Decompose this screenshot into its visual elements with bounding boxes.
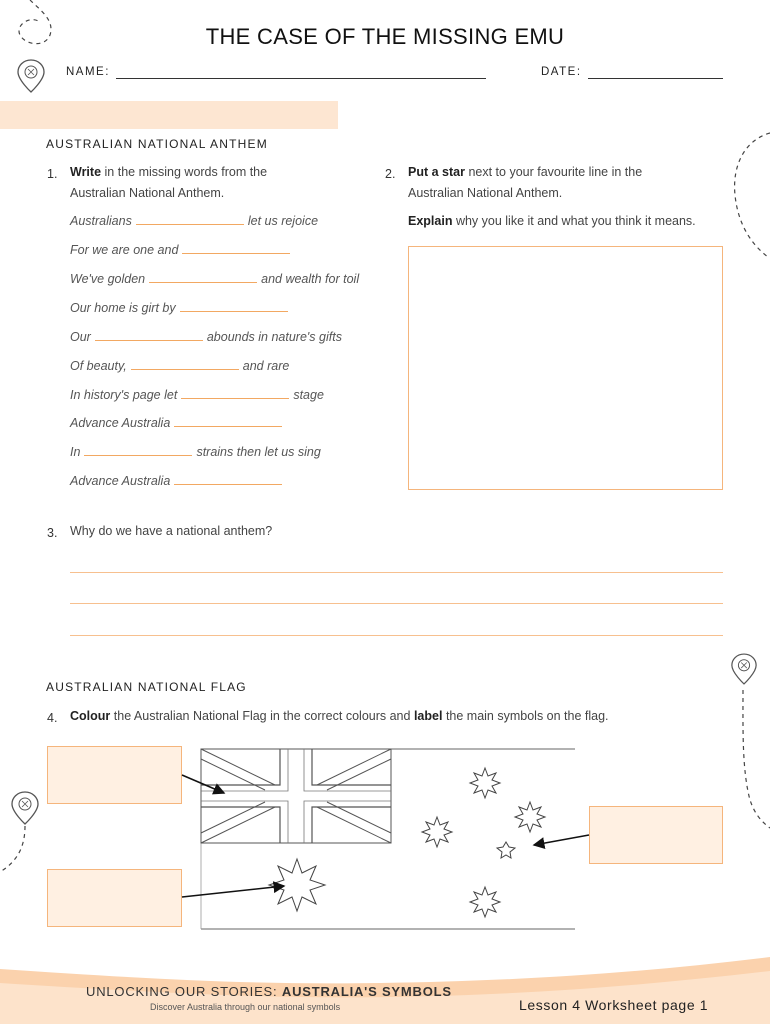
question-2-bold2: Explain [408,214,453,228]
question-2-explain [408,211,748,232]
lyric-blank[interactable] [149,273,257,283]
lyric-blank[interactable] [180,302,288,312]
lyric-before: Australians [70,214,132,228]
name-label: NAME: [66,66,110,78]
question-4-bold1: Colour [70,709,111,723]
question-4-number: 4. [47,711,58,725]
question-2-text [408,162,738,204]
lyric-before: In [70,445,81,459]
lyric-after: let us rejoice [247,214,319,228]
lyric-blank[interactable] [131,360,239,370]
question-1-text [70,162,370,204]
flag-section-heading: AUSTRALIAN NATIONAL FLAG [46,680,247,694]
lyric-after: stage [293,388,324,402]
lyric-after: abounds in nature's gifts [206,330,342,344]
lyric-before: Our home is girt by [70,301,176,315]
flag-label-box-union-jack[interactable] [47,746,182,804]
flag-label-box-southern-cross[interactable] [589,806,723,864]
lyric-blank[interactable] [182,244,290,254]
decorative-trail-right-lower [730,690,770,830]
question-2-text1: next to your favourite line in the [468,165,643,179]
name-line[interactable] [116,78,486,79]
question-1-text1: in the missing words from the [104,165,268,179]
lyric-before: In history's page let [70,388,178,402]
anthem-section-heading: AUSTRALIAN NATIONAL ANTHEM [46,137,268,151]
lyric-blank[interactable] [174,475,282,485]
lyric-blank[interactable] [174,417,282,427]
lyric-blank[interactable] [84,446,192,456]
lyric-line [70,301,292,315]
page-label: Lesson 4 Worksheet page 1 [519,997,709,1013]
question-3-text: Why do we have a national anthem? [70,524,273,538]
lyric-before: Advance Australia [70,416,171,430]
question-4-bold2: label [413,709,443,723]
map-pin-icon [730,652,758,686]
lyric-after: strains then let us sing [196,445,321,459]
question-4-text1: the Australian National Flag in the correct colours and [113,709,411,723]
lyric-line [70,272,359,286]
question-2-number: 2. [385,167,396,181]
question-4-text2: the main symbols on the flag. [445,709,609,723]
lyric-line [70,243,294,257]
lyric-before: For we are one and [70,243,179,257]
question-2-bold: Put a star [408,165,465,179]
question-2-text3: why you like it and what you think it means. [455,214,696,228]
map-pin-icon [10,790,40,826]
footer-subtitle: Discover Australia through our national symbols [150,1002,341,1012]
lyric-before: Advance Australia [70,474,171,488]
australian-flag-outline[interactable] [180,745,600,935]
lyric-before: We've golden [70,272,146,286]
lyric-line [70,214,318,228]
question-4-text [70,706,609,727]
flag-label-box-commonwealth-star[interactable] [47,869,182,927]
lyric-line [70,359,289,373]
map-pin-icon [16,58,46,94]
lyric-blank[interactable] [136,215,244,225]
question-3-number: 3. [47,526,58,540]
lyric-line [70,416,286,430]
footer-title-plain: UNLOCKING OUR STORIES: [86,984,278,999]
lyric-after: and wealth for toil [261,272,360,286]
lyric-before: Our [70,330,91,344]
lyric-line [70,388,324,402]
answer-line[interactable] [70,603,723,604]
answer-line[interactable] [70,572,723,573]
question-2-text2: Australian National Anthem. [408,186,563,200]
lyric-line [70,474,286,488]
header-band [0,101,338,129]
question-1-bold: Write [70,165,102,179]
explain-answer-box[interactable] [408,246,723,490]
answer-line[interactable] [70,635,723,636]
footer-title [86,984,452,999]
lyric-before: Of beauty, [70,359,127,373]
lyric-line [70,330,342,344]
lyric-blank[interactable] [95,331,203,341]
lyric-blank[interactable] [181,389,289,399]
page-title: THE CASE OF THE MISSING EMU [205,24,565,49]
decorative-trail-left-lower [0,826,40,876]
lyric-line [70,445,321,459]
date-line[interactable] [588,78,723,79]
lyric-after: and rare [242,359,290,373]
question-1-text2: Australian National Anthem. [70,186,225,200]
date-label: DATE: [541,66,582,78]
footer-title-bold: AUSTRALIA'S SYMBOLS [281,984,452,999]
question-1-number: 1. [47,167,58,181]
